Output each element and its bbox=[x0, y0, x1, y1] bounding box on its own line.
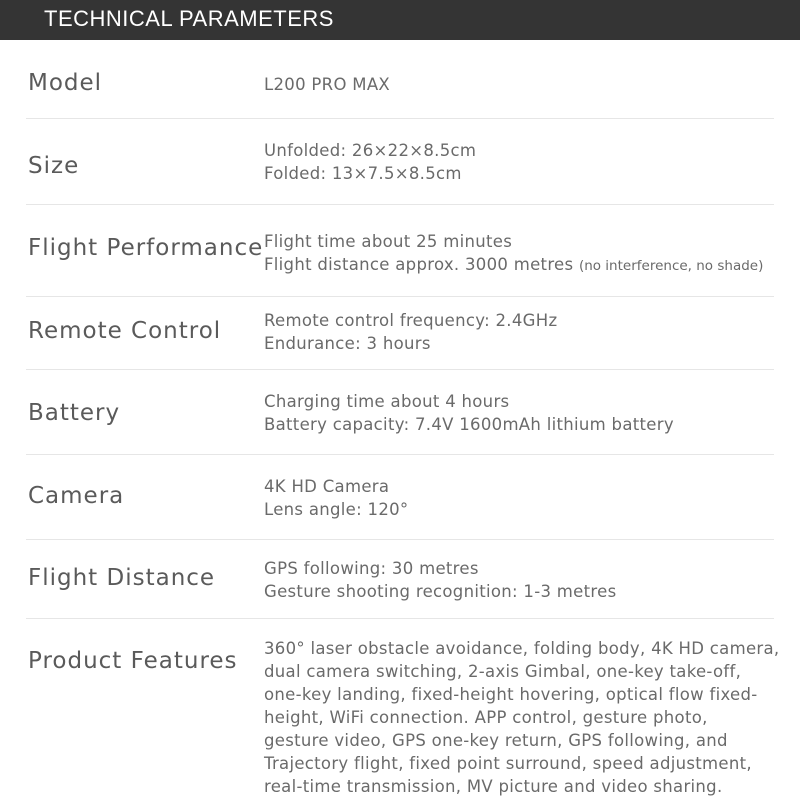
row-divider bbox=[26, 118, 774, 119]
header-bar bbox=[0, 0, 800, 40]
param-values bbox=[264, 475, 784, 521]
param-value-line: one-key landing, fixed-height hovering, optical flow fixed- bbox=[264, 685, 758, 704]
row-divider bbox=[26, 454, 774, 455]
param-label: Remote Control bbox=[28, 318, 222, 344]
row-divider bbox=[26, 618, 774, 619]
param-value-line: gesture video, GPS one-key return, GPS following, and bbox=[264, 731, 728, 750]
param-values bbox=[264, 637, 784, 798]
param-values bbox=[264, 557, 784, 603]
param-value-line: Remote control frequency: 2.4GHz bbox=[264, 311, 558, 330]
param-value-line: Charging time about 4 hours bbox=[264, 392, 510, 411]
param-value-line: 360° laser obstacle avoidance, folding body, 4K HD camera, bbox=[264, 639, 780, 658]
param-value-line: Gesture shooting recognition: 1-3 metres bbox=[264, 582, 617, 601]
param-values bbox=[264, 139, 784, 185]
param-label: Flight Distance bbox=[28, 565, 216, 591]
param-value-line: GPS following: 30 metres bbox=[264, 559, 479, 578]
param-value-line: Folded: 13×7.5×8.5cm bbox=[264, 164, 462, 183]
param-value-line: Battery capacity: 7.4V 1600mAh lithium battery bbox=[264, 415, 674, 434]
row-divider bbox=[26, 369, 774, 370]
param-label: Product Features bbox=[28, 648, 238, 674]
param-value-line: dual camera switching, 2-axis Gimbal, one-key take-off, bbox=[264, 662, 742, 681]
param-value-line: Trajectory flight, fixed point surround, speed adjustment, bbox=[264, 754, 752, 773]
param-label: Model bbox=[28, 70, 103, 96]
param-values bbox=[264, 390, 784, 436]
param-label: Flight Performance bbox=[28, 235, 264, 261]
param-value-line bbox=[264, 253, 784, 278]
row-divider bbox=[26, 539, 774, 540]
param-value-text: Flight distance approx. 3000 metres bbox=[264, 255, 574, 274]
param-values bbox=[264, 309, 784, 355]
param-value-line: Flight time about 25 minutes bbox=[264, 232, 513, 251]
param-value-line: Unfolded: 26×22×8.5cm bbox=[264, 141, 477, 160]
param-value-line: Lens angle: 120° bbox=[264, 500, 409, 519]
row-divider bbox=[26, 296, 774, 297]
param-values bbox=[264, 73, 784, 96]
param-value-line: 4K HD Camera bbox=[264, 477, 390, 496]
page-title: TECHNICAL PARAMETERS bbox=[44, 6, 334, 31]
param-value-line: height, WiFi connection. APP control, gesture photo, bbox=[264, 708, 708, 727]
param-label: Battery bbox=[28, 400, 121, 426]
param-values bbox=[264, 230, 784, 278]
param-value-line: real-time transmission, MV picture and video sharing. bbox=[264, 777, 723, 796]
param-label: Size bbox=[28, 153, 80, 179]
param-label: Camera bbox=[28, 483, 125, 509]
param-value-line: Endurance: 3 hours bbox=[264, 334, 431, 353]
param-value-line: L200 PRO MAX bbox=[264, 75, 391, 94]
row-divider bbox=[26, 204, 774, 205]
param-value-note: (no interference, no shade) bbox=[578, 258, 764, 274]
